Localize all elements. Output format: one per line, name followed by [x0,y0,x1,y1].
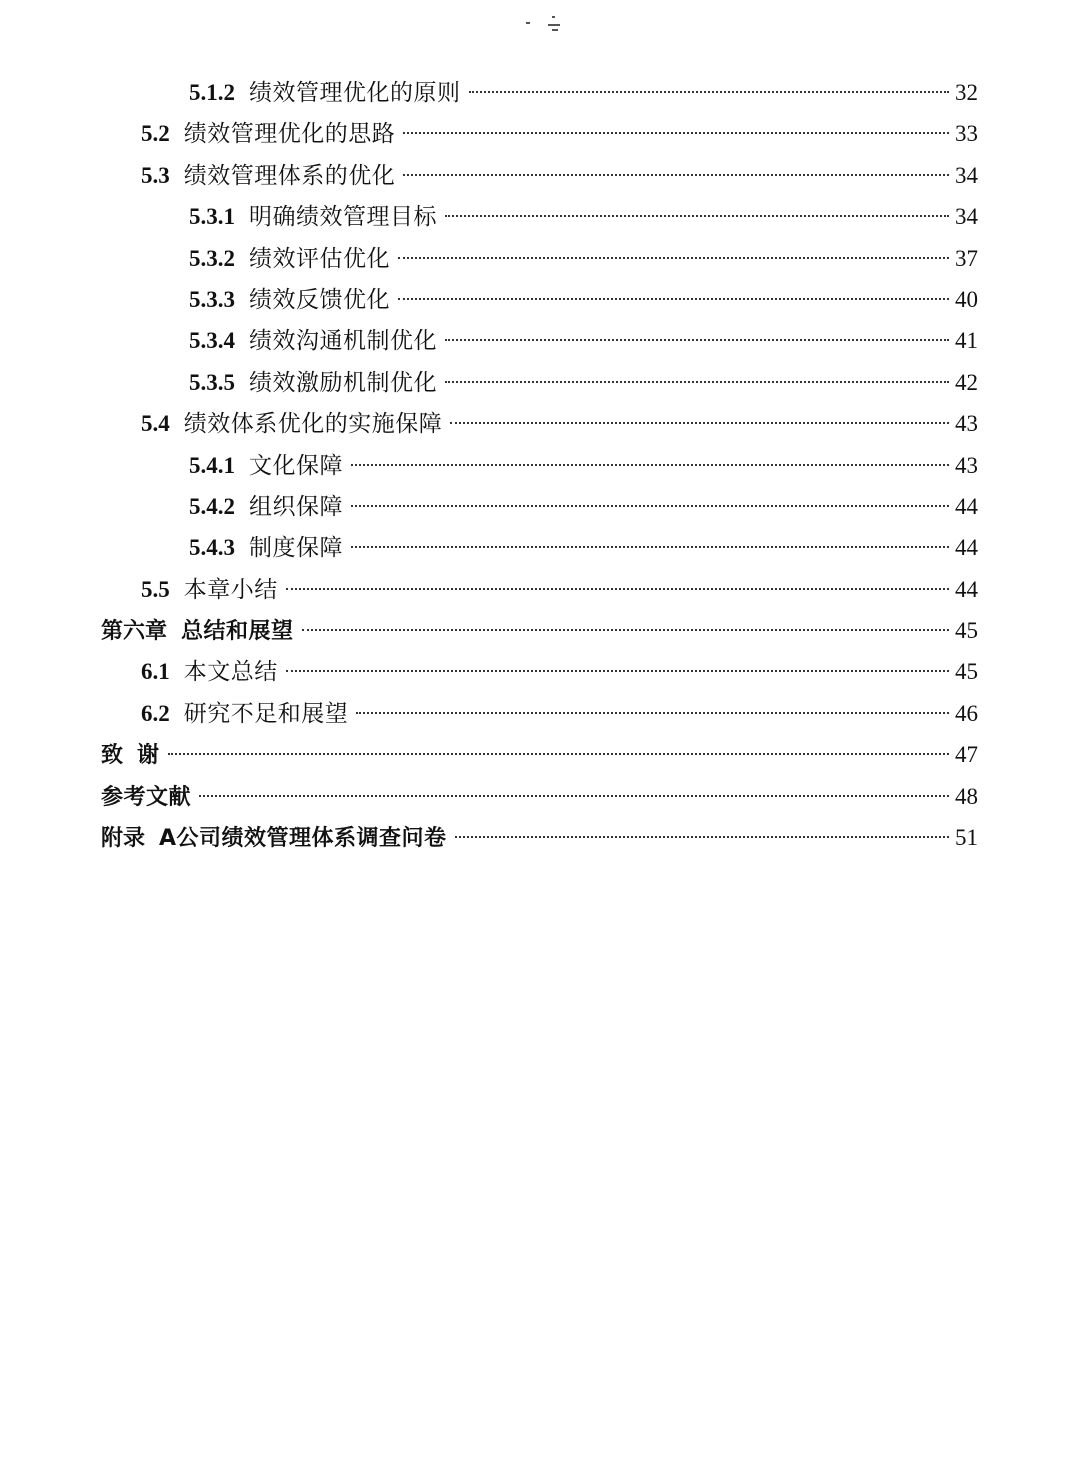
toc-number: 6.1 [141,659,170,685]
toc-page-number: 47 [955,742,978,768]
toc-title: 绩效评估优化 [249,245,390,272]
toc-number: 5.3.1 [189,204,235,230]
toc-entry[interactable] [0,776,1080,817]
table-of-contents [0,72,1080,858]
dot-leader [398,257,949,259]
toc-page-number: 45 [955,659,978,685]
dot-leader [403,132,949,134]
toc-entry[interactable] [0,362,1080,403]
toc-title: 研究不足和展望 [183,700,349,727]
toc-page-number: 45 [955,618,978,644]
toc-page-number: 51 [955,825,978,851]
toc-title: 明确绩效管理目标 [249,204,437,231]
dot-leader [351,464,949,466]
dot-leader [450,422,949,424]
dot-leader [286,588,949,590]
toc-entry[interactable] [0,569,1080,610]
toc-title: 总结和展望 [181,619,294,645]
toc-title: 组织保障 [249,493,343,520]
toc-number: 5.5 [141,576,170,602]
toc-entry[interactable] [0,651,1080,692]
toc-number: 5.3.3 [189,286,235,312]
toc-title: 参考文献 [101,784,192,810]
toc-number: 6.2 [141,700,170,726]
dot-leader [351,505,949,507]
toc-entry[interactable] [0,610,1080,651]
toc-entry[interactable] [0,527,1080,568]
toc-page-number: 46 [955,700,978,726]
toc-entry[interactable] [0,279,1080,320]
toc-entry[interactable] [0,734,1080,775]
dot-leader [445,339,949,341]
toc-entry[interactable] [0,155,1080,196]
dot-leader [445,215,949,217]
toc-number: 5.3.2 [189,245,235,271]
toc-number: 5.4.3 [189,535,235,561]
toc-page-number: 44 [955,493,978,519]
toc-page-number: 48 [955,783,978,809]
dot-leader [199,795,949,797]
toc-entry[interactable] [0,486,1080,527]
toc-entry[interactable] [0,817,1080,858]
toc-number: 附录 [101,826,146,852]
toc-number: 5.1.2 [189,80,235,105]
toc-entry[interactable] [0,693,1080,734]
toc-page-number: 42 [955,369,978,395]
toc-page-number: 43 [955,452,978,478]
toc-page-number: 44 [955,535,978,561]
toc-title: 本文总结 [183,659,278,686]
toc-page-number: 40 [955,286,978,312]
toc-number: 5.3.4 [189,328,235,354]
toc-entry[interactable] [0,196,1080,237]
toc-entry[interactable] [0,113,1080,154]
toc-title: 文化保障 [249,452,343,479]
toc-title: 制度保障 [249,535,343,562]
toc-title: 绩效管理优化的原则 [249,80,461,106]
toc-title: 绩效激励机制优化 [249,369,437,396]
toc-number: 5.2 [141,121,170,147]
toc-number: 5.4 [141,411,170,437]
dot-leader [469,91,950,93]
toc-title: A公司绩效管理体系调查问卷 [159,826,447,852]
toc-page-number: 44 [955,576,978,602]
toc-title: 绩效沟通机制优化 [249,328,437,355]
toc-entry[interactable] [0,320,1080,361]
toc-page-number: 34 [955,162,978,188]
toc-page-number: 33 [955,121,978,147]
toc-number: 第六章 [101,619,168,645]
toc-number: 5.4.1 [189,452,235,478]
toc-number: 5.3.5 [189,369,235,395]
toc-entry[interactable] [0,72,1080,113]
toc-page-number: 32 [955,80,978,105]
toc-number: 5.4.2 [189,493,235,519]
toc-title: 本章小结 [183,576,278,603]
dot-leader [398,298,949,300]
toc-page-number: 34 [955,204,978,230]
toc-entry[interactable] [0,445,1080,486]
dot-leader [403,174,949,176]
toc-page-number: 43 [955,411,978,437]
dot-leader [286,670,949,672]
dot-leader [356,712,949,714]
toc-title: 绩效反馈优化 [249,286,390,313]
toc-title: 绩效管理体系的优化 [183,162,396,189]
dot-leader [351,546,949,548]
page-header-mark [522,10,568,34]
dot-leader [455,836,949,838]
toc-number: 5.3 [141,162,170,188]
toc-title: 绩效管理优化的思路 [183,121,396,148]
toc-title: 谢 [137,743,160,769]
dot-leader [445,381,949,383]
toc-entry[interactable] [0,238,1080,279]
dot-leader [302,629,949,631]
toc-page-number: 37 [955,245,978,271]
toc-title: 绩效体系优化的实施保障 [183,411,443,438]
toc-page-number: 41 [955,328,978,354]
toc-entry[interactable] [0,403,1080,444]
dot-leader [168,753,949,755]
toc-number: 致 [101,743,124,769]
